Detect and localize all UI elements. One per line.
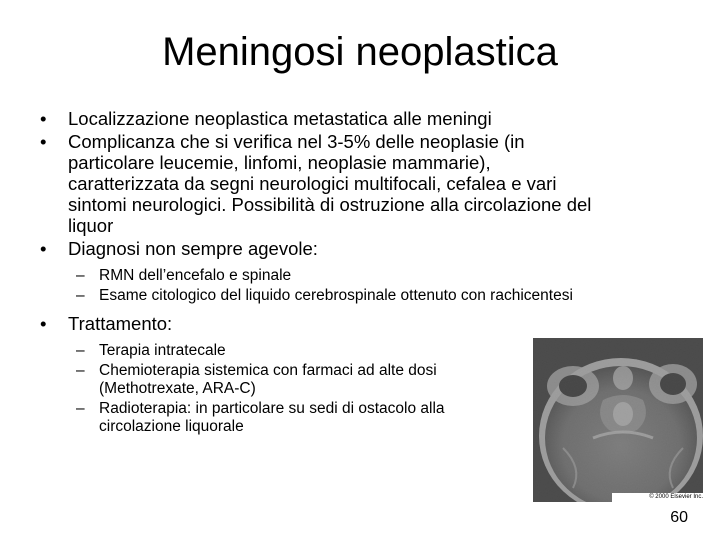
- bullet-glyph: •: [40, 131, 47, 152]
- bullet-glyph: •: [40, 313, 47, 334]
- bullet-item: [38, 108, 598, 129]
- sub-bullet-text: RMN dell’encefalo e spinale: [99, 267, 292, 284]
- page-number: 60: [670, 509, 688, 526]
- sub-bullet-text: Terapia intratecale: [99, 342, 226, 359]
- sub-bullet-text: Radioterapia: in particolare su sedi di ostacolo alla circolazione liquorale: [99, 400, 445, 435]
- slide-title: Meningosi neoplastica: [162, 30, 558, 74]
- sub-bullet-item: [38, 362, 488, 398]
- dash-glyph: –: [76, 362, 85, 379]
- dash-glyph: –: [76, 400, 85, 417]
- sub-bullet-item: [38, 287, 598, 305]
- sub-bullet-item: [38, 267, 598, 285]
- bullet-text: Diagnosi non sempre agevole:: [68, 238, 318, 259]
- bullet-text: Localizzazione neoplastica metastatica alle meningi: [68, 108, 492, 129]
- sub-bullet-text: Esame citologico del liquido cerebrospinale ottenuto con rachicentesi: [99, 287, 573, 304]
- sub-bullet-text: Chemioterapia sistemica con farmaci ad alte dosi (Methotrexate, ARA-C): [99, 362, 437, 397]
- bullet-text: Complicanza che si verifica nel 3-5% delle neoplasie (in particolare leucemie, linfomi, neoplasie mammarie), caratterizzata da segni neurologici multifocali, cefalea e vari sintomi neurologici. Possibilità di ostruzione alla circolazione del liquor: [68, 131, 592, 236]
- bullet-item: [38, 131, 598, 236]
- dash-glyph: –: [76, 287, 85, 304]
- mri-scan-drawing: [533, 338, 703, 502]
- bullet-glyph: •: [40, 108, 47, 129]
- diagnosi-sublist: [38, 267, 598, 305]
- image-copyright: © 2000 Elsevier Inc.: [612, 493, 703, 502]
- bullet-item: [38, 313, 598, 334]
- sub-bullet-item: [38, 342, 488, 360]
- bullet-glyph: •: [40, 238, 47, 259]
- dash-glyph: –: [76, 342, 85, 359]
- dash-glyph: –: [76, 267, 85, 284]
- bullet-text: Trattamento:: [68, 313, 173, 334]
- bullet-item: [38, 238, 598, 259]
- sub-bullet-item: [38, 400, 488, 436]
- slide-content: [38, 108, 598, 444]
- mri-brain-image: [533, 338, 703, 502]
- trattamento-sublist: [38, 342, 488, 436]
